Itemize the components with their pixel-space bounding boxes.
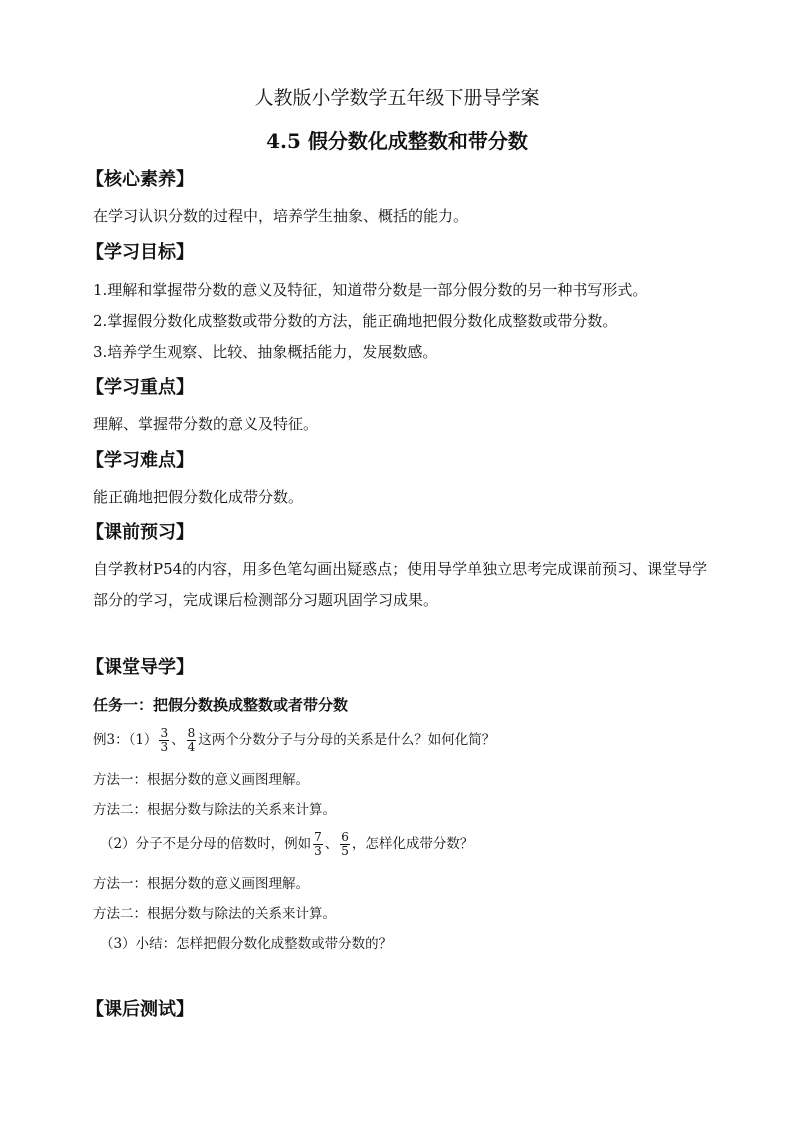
fraction-3-over-3 [159,727,169,754]
fraction-numerator: 6 [341,830,349,844]
heading-core-literacy: 【核心素养】 [86,169,194,190]
part-3-summary: （3）小结：怎样把假分数化成整数或带分数的？ [100,936,393,952]
goal-item-3: 3.培养学生观察、比较、抽象概括能力，发展数感。 [93,343,438,361]
method-two-b: 方法二：根据分数与除法的关系来计算。 [93,906,336,922]
part-2-question: ，怎样化成带分数？ [351,836,474,852]
difficult-points-text: 能正确地把假分数化成带分数。 [93,488,304,506]
heading-learning-goals: 【学习目标】 [86,242,194,263]
example-3-line [93,723,495,757]
key-points-text: 理解、掌握带分数的意义及特征。 [93,415,319,433]
fraction-6-over-5 [340,831,350,858]
fraction-8-over-4 [187,727,197,754]
part-2-separator: 、 [324,836,339,852]
fraction-denominator: 3 [160,740,169,754]
fraction-7-over-3 [313,831,323,858]
heading-preview: 【课前预习】 [86,522,194,543]
example-3-separator: 、 [171,732,185,748]
fraction-numerator: 3 [160,726,169,740]
part-2-line [100,827,473,861]
preview-text: 自学教材P54的内容，用多色笔勾画出疑惑点；使用导学单独立思考完成课前预习、课堂导学部分的学习，完成课后检测部分习题巩固学习成果。 [93,560,708,609]
example-3-prefix: 例3：（1） [93,732,158,748]
task-one-title: 任务一：把假分数换成整数或者带分数 [93,696,349,714]
example-3-question: 这两个分数分子与分母的关系是什么？如何化简？ [198,732,496,748]
goal-item-1: 1.理解和掌握带分数的意义及特征，知道带分数是一部分假分数的另一种书写形式。 [93,281,648,299]
fraction-numerator: 8 [187,726,196,740]
heading-key-points: 【学习重点】 [86,377,194,398]
heading-after-class-test: 【课后测试】 [86,999,194,1020]
fraction-denominator: 4 [187,740,196,754]
part-2-prefix: （2）分子不是分母的倍数时，例如 [100,836,312,852]
document-title: 人教版小学数学五年级下册导学案 [254,87,540,109]
method-one-a: 方法一：根据分数的意义画图理解。 [93,772,309,788]
core-literacy-text: 在学习认识分数的过程中，培养学生抽象、概括的能力。 [93,207,469,225]
heading-class-guide: 【课堂导学】 [86,657,194,678]
heading-difficult-points: 【学习难点】 [86,450,194,471]
fraction-numerator: 7 [314,830,322,844]
method-two-a: 方法二：根据分数与除法的关系来计算。 [93,802,336,818]
fraction-denominator: 3 [314,844,322,858]
goal-item-2: 2.掌握假分数化成整数或带分数的方法，能正确地把假分数化成整数或带分数。 [93,312,618,330]
lesson-title: 4.5 假分数化成整数和带分数 [266,129,528,153]
fraction-denominator: 5 [341,844,349,858]
method-one-b: 方法一：根据分数的意义画图理解。 [93,876,309,892]
